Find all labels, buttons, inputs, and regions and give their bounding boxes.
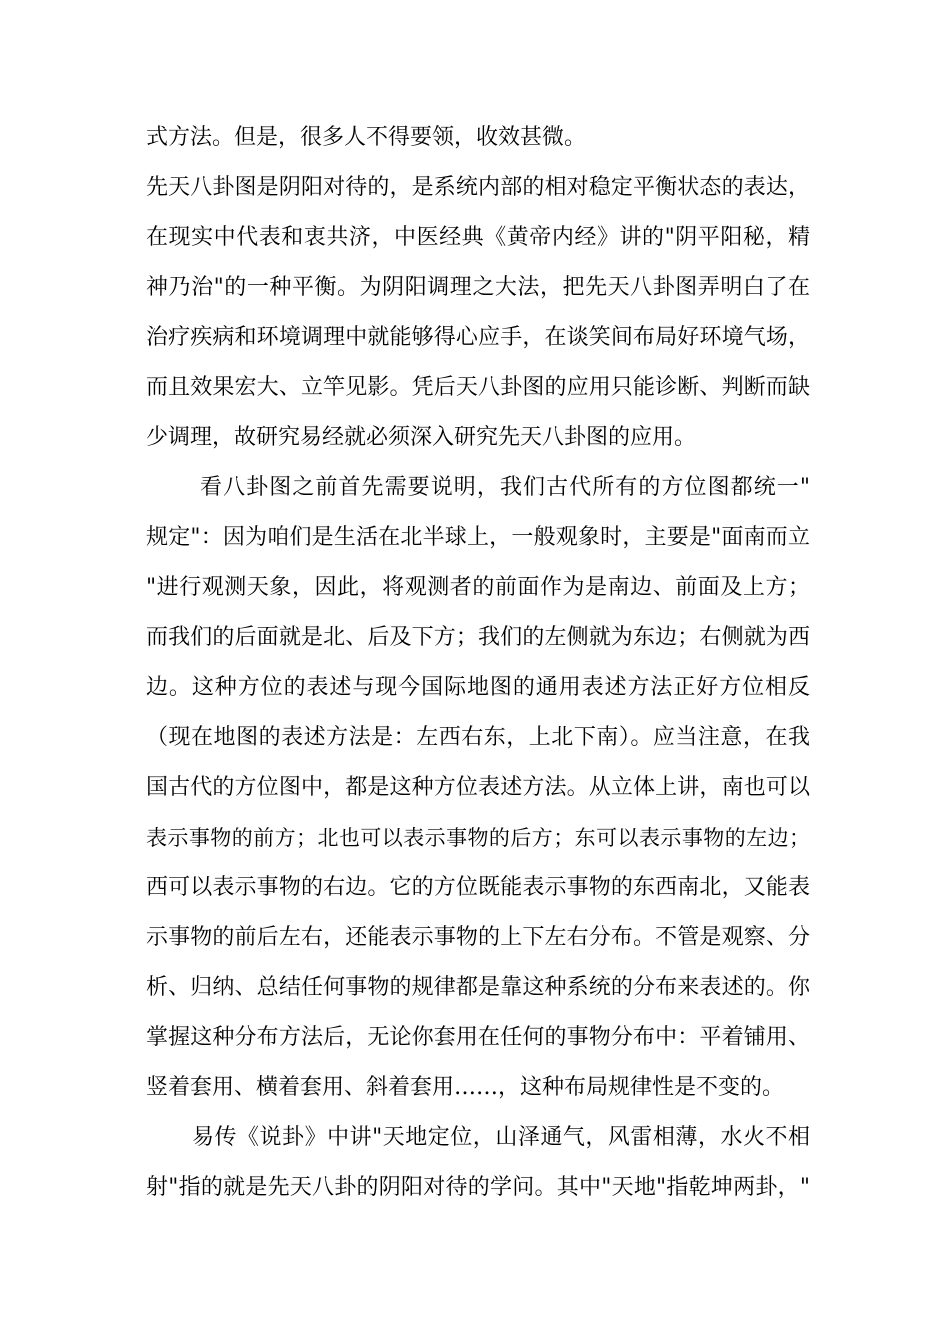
text-line: "进行观测天象，因此，将观测者的前面作为是南边、前面及上方； [146, 575, 810, 600]
text-line: （现在地图的表述方法是：左西右东，上北下南）。应当注意，在我 [146, 725, 810, 750]
text-line: 掌握这种分布方法后，无论你套用在任何的事物分布中：平着铺用、 [146, 1025, 810, 1050]
text-line: 而且效果宏大、立竿见影。凭后天八卦图的应用只能诊断、判断而缺 [146, 375, 810, 400]
text-line: 治疗疾病和环境调理中就能够得心应手，在谈笑间布局好环境气场， [146, 325, 810, 350]
text-line: 而我们的后面就是北、后及下方；我们的左侧就为东边；右侧就为西 [146, 625, 810, 650]
text-line: 竖着套用、横着套用、斜着套用……，这种布局规律性是不变的。 [146, 1075, 785, 1100]
text-line: 看八卦图之前首先需要说明，我们古代所有的方位图都统一" [200, 475, 810, 500]
text-line: 析、归纳、总结任何事物的规律都是靠这种系统的分布来表述的。你 [146, 975, 810, 1000]
text-line: 西可以表示事物的右边。它的方位既能表示事物的东西南北，又能表 [146, 875, 810, 900]
text-line: 规定"：因为咱们是生活在北半球上，一般观象时，主要是"面南而立 [146, 525, 810, 550]
text-line: 易传《说卦》中讲"天地定位，山泽通气，风雷相薄，水火不相 [192, 1125, 810, 1150]
text-line: 先天八卦图是阴阳对待的，是系统内部的相对稳定平衡状态的表达， [146, 175, 810, 200]
text-line: 神乃治"的一种平衡。为阴阳调理之大法，把先天八卦图弄明白了在 [146, 275, 810, 300]
text-line: 边。这种方位的表述与现今国际地图的通用表述方法正好方位相反 [146, 675, 810, 700]
text-line: 示事物的前后左右，还能表示事物的上下左右分布。不管是观察、分 [146, 925, 810, 950]
text-line: 表示事物的前方；北也可以表示事物的后方；东可以表示事物的左边； [146, 826, 810, 850]
text-line: 式方法。但是，很多人不得要领，收效甚微。 [146, 125, 587, 150]
text-line: 射"指的就是先天八卦的阴阳对待的学问。其中"天地"指乾坤两卦，" [146, 1175, 810, 1200]
text-line: 在现实中代表和衷共济，中医经典《黄帝内经》讲的"阴平阳秘，精 [146, 225, 810, 250]
text-line: 国古代的方位图中，都是这种方位表述方法。从立体上讲，南也可以 [146, 775, 810, 800]
text-line: 少调理，故研究易经就必须深入研究先天八卦图的应用。 [146, 425, 697, 450]
